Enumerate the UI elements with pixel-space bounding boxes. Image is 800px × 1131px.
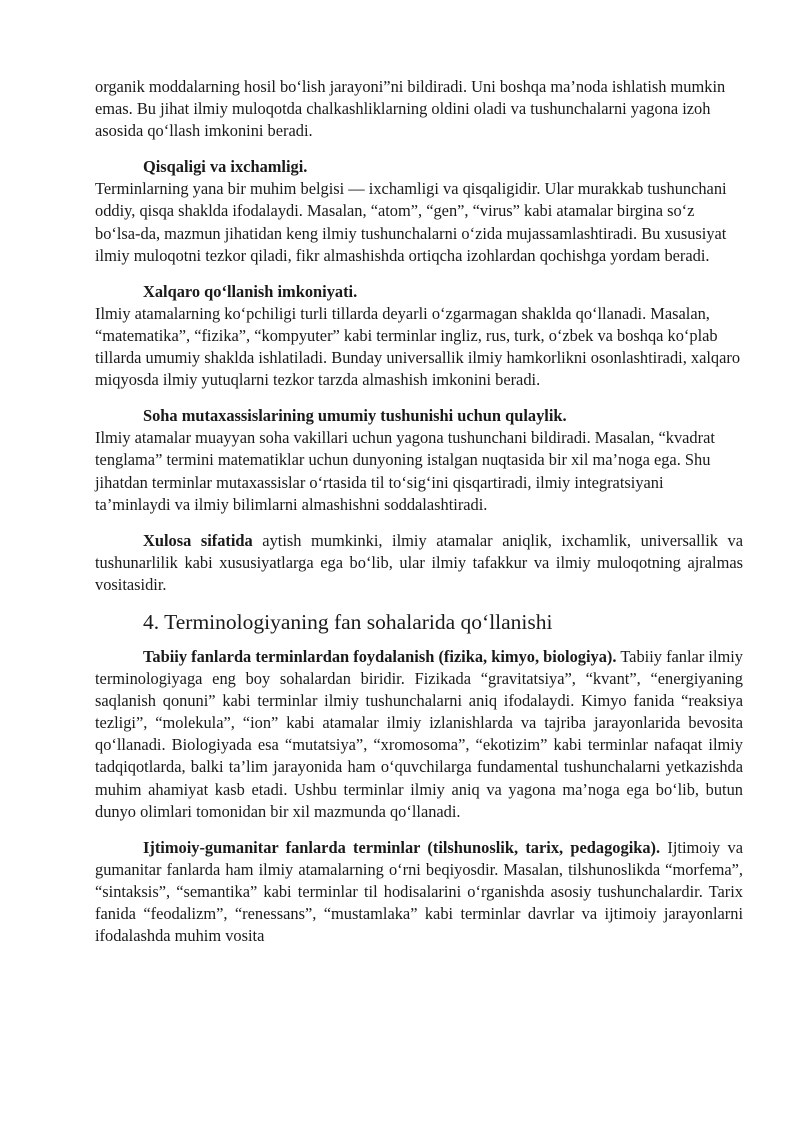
intro-paragraph: organik moddalarning hosil bo‘lish jarayoni”ni bildiradi. Uni boshqa ma’noda ishlatish mumkin emas. Bu jihat ilmiy muloqotda chalkashliklarning oldini oladi va tushunchalarni yagona izoh asosida qo‘llash imkonini beradi. — [95, 77, 726, 141]
paragraph-international: Ilmiy atamalarning ko‘pchiligi turli tillarda deyarli o‘zgarmagan shaklda qo‘llanadi. Masalan, “matematika”, “fizika”, “kompyuter” kabi terminlar ingliz, rus, turk, o‘zbek va boshqa ko‘plab tillarda umumiy shaklda ishlatiladi. Bunday universallik ilmiy hamkorlikni osonlashtiradi, xalqaro miqyosda ilmiy yutuqlarni tezkor tarzda almashish imkonini beradi. — [95, 303, 741, 390]
natural-sciences-text: Tabiiy fanlar ilmiy terminologiyaga eng boy sohalardan biridir. Fizikada “gravitatsiya”, “kvant”, “energiyaning saqlanish qonuni” kabi terminlar ilmiy tushunchalarni aniq ifodalaydi. Kimyo fanida “reaksiya tezligi”, “molekula”, “ion” kabi atamalar ilmiy izlanishlarda va tajriba jarayonlarida bevosita qo‘llanadi. Biologiyada esa “mutatsiya”, “xromosoma”, “ekotizim” kabi terminlar nafaqat ilmiy tadqiqotlarda, balki ta’lim jarayonida ham o‘quvchilarga fundamental tushunchalarni yetkazishda muhim ahamiyat kasb etadi. Ushbu terminlar ilmiy aniq va yagona ma’noga ega bo‘lib, butun dunyo olimlari tomonidan bir xil mazmunda qo‘llanadi. — [95, 646, 743, 821]
conclusion-lead: Xulosa sifatida — [143, 530, 253, 550]
paragraph-specialists: Ilmiy atamalar muayyan soha vakillari uchun yagona tushunchani bildiradi. Masalan, “kvadrat tenglama” termini matematiklar uchun dunyoning istalgan nuqtasida bir xil ma’noga ega. Shu jihatdan terminlar mutaxassislar o‘rtasida til to‘sig‘ini qisqartiradi, ilmiy integratsiyani ta’minlaydi va ilmiy bilimlarni almashishni soddalashtiradi. — [95, 428, 715, 514]
section-4-title: 4. Terminologiyaning fan sohalarida qo‘llanishi — [143, 609, 553, 634]
conclusion-text: aytish mumkinki, ilmiy atamalar aniqlik, ixchamlik, universallik va tushunarlilik kabi xususiyatlarga ega bo‘lib, ular ilmiy tafakkur va ilmiy muloqotning ajralmas vositasidir. — [95, 530, 743, 594]
section-heading-specialists: Soha mutaxassislarining umumiy tushunishi uchun qulaylik. — [143, 406, 567, 426]
natural-sciences-lead: Tabiiy fanlarda terminlardan foydalanish (fizika, kimyo, biologiya). — [143, 646, 617, 666]
humanities-text: Ijtimoiy va gumanitar fanlarda ham ilmiy atamalarning o‘rni beqiyosdir. Masalan, tilshunoslikda “morfema”, “sintaksis”, “semantika” kabi terminlar til hodisalarini o‘rganishda asosiy tushunchalardir. Tarix fanida “feodalizm”, “renessans”, “mustamlaka” kabi terminlar davrlar va ijtimoiy jarayonlarni ifodalashda muhim vosita — [95, 837, 743, 946]
paragraph-humanities — [95, 837, 743, 947]
section-heading-conciseness: Qisqaligi va ixchamligi. — [143, 157, 308, 177]
humanities-lead: Ijtimoiy-gumanitar fanlarda terminlar (tilshunoslik, tarix, pedagogika). — [143, 837, 661, 857]
paragraph-conciseness: Terminlarning yana bir muhim belgisi — ixchamligi va qisqaligidir. Ular murakkab tushunchani oddiy, qisqa shaklda ifodalaydi. Masalan, “atom”, “gen”, “virus” kabi atamalar birgina so‘z bo‘lsa-da, mazmun jihatidan keng ilmiy tushunchalarni o‘zida mujassamlashtiradi. Bu xususiyat ilmiy muloqotni tezkor qiladi, fikr almashishda ortiqcha izohlardan qochishga yordam beradi. — [95, 179, 727, 265]
paragraph-natural-sciences — [95, 646, 743, 823]
conclusion-paragraph — [95, 530, 743, 596]
section-heading-international: Xalqaro qo‘llanish imkoniyati. — [143, 281, 358, 301]
